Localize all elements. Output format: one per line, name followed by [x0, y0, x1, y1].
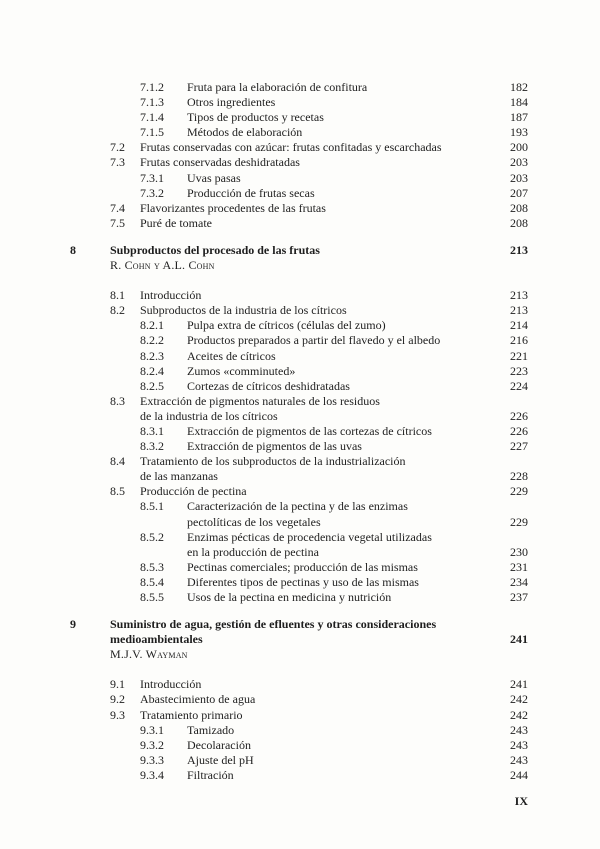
toc-entry: [70, 201, 528, 216]
entry-number: 8.5.3: [140, 559, 164, 574]
toc-entry: [70, 439, 528, 454]
chapter-entry: [70, 617, 528, 647]
entry-number: 7.1.2: [140, 80, 164, 94]
entry-number: 8.2.5: [140, 378, 164, 393]
toc-entry: [70, 708, 528, 723]
chapter-title: [110, 243, 502, 258]
entry-page-number: 214: [510, 318, 528, 333]
entry-title-line: Decolaración: [187, 737, 251, 752]
entry-page-number: 193: [510, 125, 528, 140]
entry-title-line: Extracción de pigmentos naturales de los residuos: [140, 393, 380, 408]
entry-title-line: Enzimas pécticas de procedencia vegetal utilizadas: [187, 529, 432, 544]
entry-number: 8.2.3: [140, 348, 164, 363]
entry-title-line: Frutas conservadas deshidratadas: [140, 155, 300, 170]
toc-entry: [70, 186, 528, 201]
toc-entry: [70, 155, 528, 170]
entry-page-number: 229: [510, 514, 528, 529]
toc-entry: [70, 333, 528, 348]
entry-page-number: 242: [510, 707, 528, 722]
entry-title: [187, 424, 502, 439]
entry-title: [187, 768, 502, 783]
entry-number: 7.1.4: [140, 110, 164, 125]
entry-title-line: Cortezas de cítricos deshidratadas: [187, 378, 350, 393]
entry-title: [140, 677, 502, 692]
entry-number: 9.3.2: [140, 737, 164, 752]
entry-page-number: 184: [510, 95, 528, 110]
entry-page-number: 243: [510, 737, 528, 752]
entry-title-line: de las manzanas: [140, 469, 218, 484]
entry-page-number: 229: [510, 484, 528, 499]
entry-title: [140, 201, 502, 216]
toc-entry: [70, 723, 528, 738]
entry-page-number: 226: [510, 423, 528, 438]
entry-title-line: Extracción de pigmentos de las cortezas de cítricos: [187, 423, 432, 438]
entry-title-line: Abastecimiento de agua: [140, 692, 256, 707]
entry-title-line: Pectinas comerciales; producción de las mismas: [187, 559, 418, 574]
entry-title-line: Producción de frutas secas: [187, 185, 315, 200]
chapter-title-line: medioambientales: [110, 632, 203, 647]
entry-title: [187, 318, 502, 333]
chapter-entry: [70, 243, 528, 258]
entry-number: 8.3: [110, 393, 125, 408]
entry-title: [140, 216, 502, 231]
entry-title-line: Uvas pasas: [187, 170, 241, 185]
entry-page-number: 213: [510, 303, 528, 318]
entry-title-line: Fruta para la elaboración de confitura: [187, 80, 368, 94]
chapter-block: [70, 243, 528, 273]
entry-title-line: Zumos «comminuted»: [187, 363, 296, 378]
entry-title-line: pectolíticas de los vegetales: [187, 514, 321, 529]
entry-title-line: Otros ingredientes: [187, 95, 276, 110]
entry-page-number: 230: [510, 544, 528, 559]
entry-title-line: Métodos de elaboración: [187, 125, 303, 140]
toc-entry: [70, 140, 528, 155]
entry-page-number: 237: [510, 590, 528, 604]
entry-number: 8.2.2: [140, 333, 164, 348]
chapter-number: 9: [70, 617, 76, 632]
entry-number: 9.3.1: [140, 722, 164, 737]
entry-number: 7.2: [110, 140, 125, 155]
chapter-title: [110, 617, 502, 647]
toc-entry: [70, 454, 528, 484]
entry-number: 8.2.4: [140, 363, 164, 378]
entry-page-number: 227: [510, 439, 528, 454]
entry-title-line: Usos de la pectina en medicina y nutrición: [187, 590, 392, 604]
entry-page-number: 216: [510, 333, 528, 348]
toc-entry: [70, 692, 528, 707]
entry-title: [187, 590, 502, 605]
entry-number: 8.5.4: [140, 574, 164, 589]
entry-title: [187, 186, 502, 201]
entry-title: [187, 95, 502, 110]
entry-title: [140, 394, 502, 424]
entry-page-number: 221: [510, 348, 528, 363]
entry-title-line: Flavorizantes procedentes de las frutas: [140, 200, 326, 215]
entry-number: 8.5.5: [140, 590, 164, 604]
entry-number: 9.1: [110, 677, 125, 692]
chapter-author: M.J.V. Wayman: [110, 647, 188, 662]
entry-number: 7.3.2: [140, 185, 164, 200]
toc-entry: [70, 499, 528, 529]
toc-entry: [70, 590, 528, 605]
entry-title: [187, 723, 502, 738]
entry-number: 7.3.1: [140, 170, 164, 185]
entry-page-number: 203: [510, 155, 528, 170]
entry-number: 7.3: [110, 155, 125, 170]
page-number-roman: IX: [514, 794, 528, 808]
toc-entry: [70, 530, 528, 560]
entry-number: 8.5: [110, 484, 125, 499]
entry-number: 8.2.1: [140, 318, 164, 333]
entry-title-line: Tratamiento de los subproductos de la industrialización: [140, 454, 406, 469]
entry-page-number: 208: [510, 200, 528, 215]
entry-title: [187, 753, 502, 768]
toc-entry: [70, 303, 528, 318]
entry-title-line: Introducción: [140, 677, 202, 692]
entry-number: 8.1: [110, 288, 125, 303]
chapter-author: R. Cohn y A.L. Cohn: [110, 258, 215, 273]
entry-page-number: 243: [510, 722, 528, 737]
entry-title: [140, 454, 502, 484]
toc-entry: [70, 394, 528, 424]
entry-title: [140, 484, 502, 499]
entry-number: 7.1.3: [140, 95, 164, 110]
entry-title-line: Subproductos de la industria de los cítricos: [140, 303, 347, 318]
entry-number: 9.2: [110, 692, 125, 707]
entry-number: 8.5.2: [140, 529, 164, 544]
entry-number: 8.3.2: [140, 439, 164, 454]
entry-title: [187, 738, 502, 753]
toc-entry: [70, 95, 528, 110]
chapter-block: [70, 617, 528, 662]
chapter-title-line: Suministro de agua, gestión de efluentes y otras consideraciones: [110, 617, 437, 632]
toc-entry: [70, 364, 528, 379]
entry-title-line: Tamizado: [187, 722, 235, 737]
entry-title: [187, 349, 502, 364]
entry-title-line: Puré de tomate: [140, 215, 212, 230]
chapter-page-number: 241: [510, 632, 528, 647]
entry-page-number: 223: [510, 363, 528, 378]
entry-page-number: 200: [510, 140, 528, 155]
entry-title-line: Introducción: [140, 288, 202, 303]
toc-entry: [70, 768, 528, 783]
entry-title: [187, 560, 502, 575]
entry-page-number: 244: [510, 767, 528, 782]
entry-number: 8.5.1: [140, 499, 164, 514]
entry-page-number: 224: [510, 378, 528, 393]
toc-entry: [70, 379, 528, 394]
entry-number: 9.3.4: [140, 767, 164, 782]
entry-title-line: Frutas conservadas con azúcar: frutas confitadas y escarchadas: [140, 140, 442, 155]
entry-number: 9.3: [110, 707, 125, 722]
entry-title: [140, 140, 502, 155]
toc-entry: [70, 288, 528, 303]
toc-entry: [70, 349, 528, 364]
entry-title: [187, 530, 502, 560]
entry-page-number: 234: [510, 574, 528, 589]
toc-entry: [70, 677, 528, 692]
entry-number: 7.1.5: [140, 125, 164, 140]
toc-entry: [70, 318, 528, 333]
entry-title: [187, 110, 502, 125]
entry-title-line: Diferentes tipos de pectinas y uso de las mismas: [187, 574, 419, 589]
entry-title: [187, 364, 502, 379]
toc-entry: [70, 216, 528, 231]
entry-title: [140, 692, 502, 707]
entry-title: [187, 379, 502, 394]
toc-entry: [70, 171, 528, 186]
entry-number: 8.3.1: [140, 423, 164, 438]
entry-page-number: 207: [510, 185, 528, 200]
entry-title: [187, 171, 502, 186]
toc-content: [70, 80, 528, 783]
entry-title-line: Aceites de cítricos: [187, 348, 276, 363]
entry-title: [187, 125, 502, 140]
toc-entry: [70, 753, 528, 768]
entry-title-line: de la industria de los cítricos: [140, 408, 278, 423]
toc-entry: [70, 110, 528, 125]
entry-title: [187, 333, 502, 348]
entry-title-line: Caracterización de la pectina y de las enzimas: [187, 499, 408, 514]
entry-title: [187, 575, 502, 590]
entry-page-number: 203: [510, 170, 528, 185]
toc-entry: [70, 575, 528, 590]
entry-page-number: 213: [510, 288, 528, 303]
toc-entry: [70, 80, 528, 95]
toc-entry: [70, 125, 528, 140]
entry-title: [140, 155, 502, 170]
toc-entry: [70, 484, 528, 499]
chapter-page-number: 213: [510, 242, 528, 257]
entry-page-number: 242: [510, 692, 528, 707]
entry-title-line: Tipos de productos y recetas: [187, 110, 324, 125]
entry-page-number: 231: [510, 559, 528, 574]
entry-title-line: Productos preparados a partir del flavedo y el albedo: [187, 333, 441, 348]
chapter-title-line: Subproductos del procesado de las frutas: [110, 242, 320, 257]
toc-entry: [70, 424, 528, 439]
entry-page-number: 182: [510, 80, 528, 94]
toc-entry: [70, 560, 528, 575]
entry-title: [140, 288, 502, 303]
entry-number: 7.4: [110, 200, 125, 215]
entry-page-number: 208: [510, 215, 528, 230]
entry-title-line: Ajuste del pH: [187, 752, 254, 767]
entry-title-line: Pulpa extra de cítricos (células del zumo): [187, 318, 386, 333]
entry-number: 8.4: [110, 454, 125, 469]
entry-page-number: 228: [510, 469, 528, 484]
entry-title-line: Extracción de pigmentos de las uvas: [187, 439, 362, 454]
entry-title: [187, 499, 502, 529]
entry-page-number: 241: [510, 677, 528, 692]
toc-entry: [70, 738, 528, 753]
chapter-number: 8: [70, 242, 76, 257]
entry-title-line: en la producción de pectina: [187, 544, 319, 559]
entry-title-line: Producción de pectina: [140, 484, 247, 499]
entry-page-number: 243: [510, 752, 528, 767]
entry-number: 8.2: [110, 303, 125, 318]
entry-title: [140, 708, 502, 723]
entry-number: 7.5: [110, 215, 125, 230]
entry-title: [187, 439, 502, 454]
entry-page-number: 187: [510, 110, 528, 125]
entry-title-line: Tratamiento primario: [140, 707, 243, 722]
entry-number: 9.3.3: [140, 752, 164, 767]
entry-page-number: 226: [510, 408, 528, 423]
entry-title: [140, 303, 502, 318]
entry-title: [187, 80, 502, 95]
entry-title-line: Filtración: [187, 767, 234, 782]
